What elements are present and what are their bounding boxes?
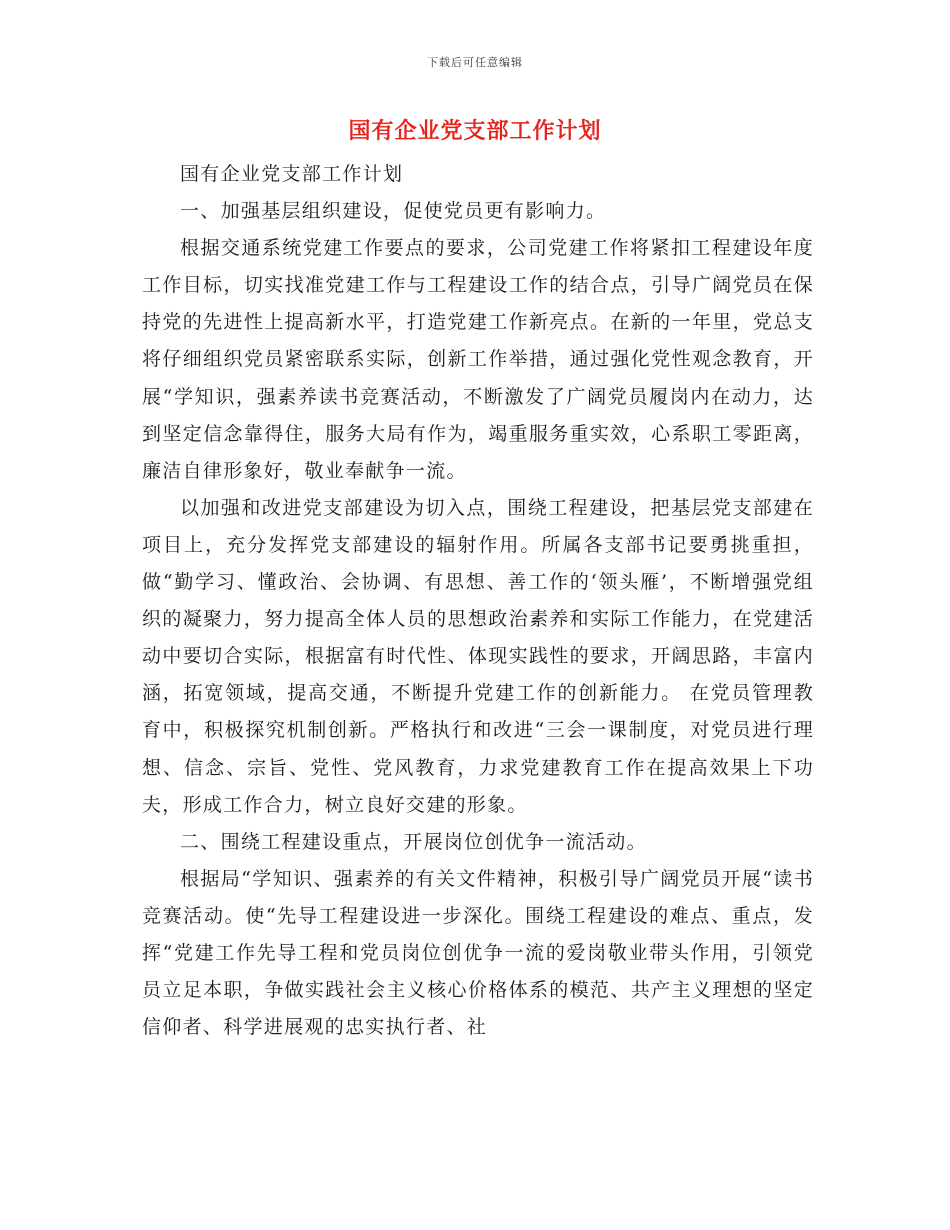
document-body xyxy=(142,156,814,1046)
header-note: 下载后可任意编辑 xyxy=(427,56,523,69)
section-heading-1: 一、加强基层组织建设，促使党员更有影响力。 xyxy=(180,200,607,223)
section-heading-2: 二、围绕工程建设重点，开展岗位创优争一流活动。 xyxy=(180,830,647,853)
paragraph-subtitle: 国有企业党支部工作计划 xyxy=(180,163,404,185)
document-title: 国有企业党支部工作计划 xyxy=(348,118,602,144)
paragraph: 以加强和改进党支部建设为切入点，围绕工程建设，把基层党支部建在项目上，充分发挥党支部建设的辐射作用。所属各支部书记要勇挑重担，做“勤学习、懂政治、会协调、有思想、善工作的‘领头雁’，不断增强党组织的凝聚力，努力提高全体人员的思想政治素养和实际工作能力，在党建活动中要切合实际，根据富有时代性、体现实践性的要求，开阔思路，丰富内涵，拓宽领域，提高交通，不断提升党建工作的创新能力。 在党员管理教育中，积极探究机制创新。严格执行和改进“三会一课制度，对党员进行理想、信念、宗旨、党性、党风教育，力求党建教育工作在提高效果上下功夫，形成工作合力，树立良好交建的形象。 xyxy=(142,496,814,816)
paragraph: 根据交通系统党建工作要点的要求，公司党建工作将紧扣工程建设年度工作目标，切实找准党建工作与工程建设工作的结合点，引导广阔党员在保持党的先进性上提高新水平，打造党建工作新亮点。在新的一年里，党总支将仔细组织党员紧密联系实际，创新工作举措，通过强化党性观念教育，开展“学知识，强素养读书竞赛活动，不断激发了广阔党员履岗内在动力，达到坚定信念靠得住，服务大局有作为，竭重服务重实效，心系职工零距离，廉洁自律形象好，敬业奉献争一流。 xyxy=(142,237,814,482)
paragraph: 根据局“学知识、强素养的有关文件精神，积极引导广阔党员开展“读书竞赛活动。使“先导工程建设进一步深化。围绕工程建设的难点、重点，发挥“党建工作先导工程和党员岗位创优争一流的爱岗敬业带头作用，引领党员立足本职，争做实践社会主义核心价格体系的模范、共产主义理想的坚定信仰者、科学进展观的忠实执行者、社 xyxy=(142,867,814,1039)
